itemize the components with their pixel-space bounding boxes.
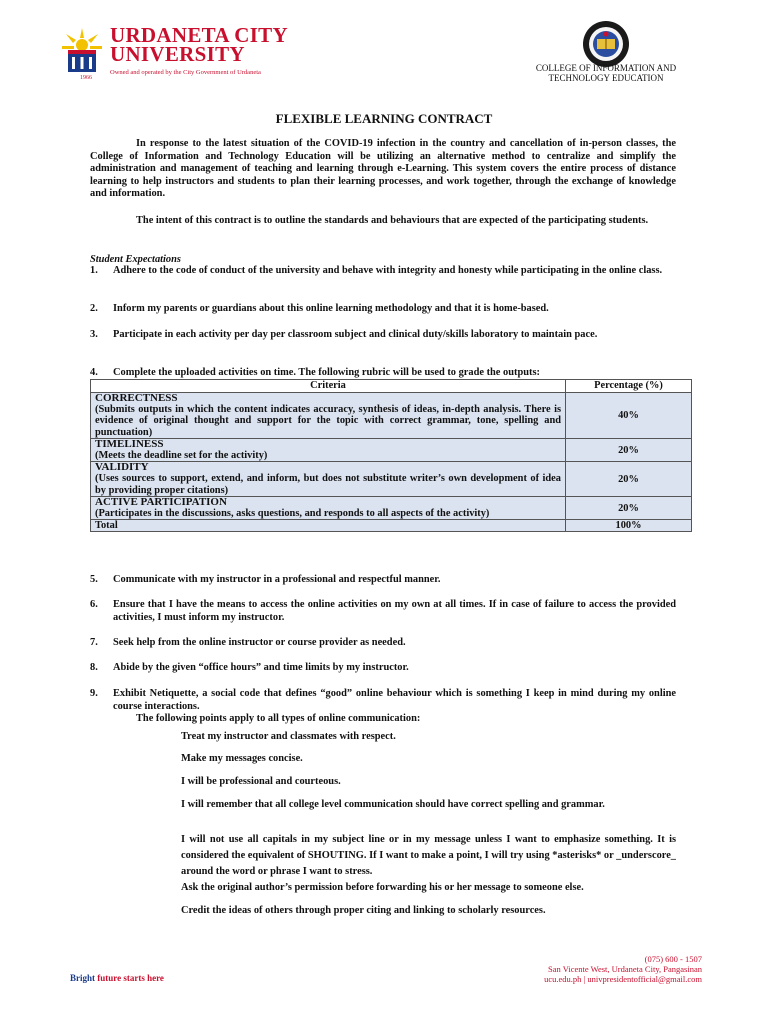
- section-heading: Student Expectations: [90, 254, 181, 265]
- footer-web: ucu.edu.ph | univpresidentofficial@gmail.com: [544, 974, 702, 984]
- intent-paragraph: The intent of this contract is to outline the standards and behaviours that are expected of the participating students.: [136, 215, 649, 226]
- list-item: [90, 303, 676, 316]
- rubric-criteria-cell: [91, 496, 566, 519]
- university-name-line2: UNIVERSITY: [110, 42, 245, 66]
- rubric-header-criteria: Criteria: [91, 380, 566, 393]
- rubric-total-row: [91, 520, 692, 532]
- rubric-total-label: Total: [91, 520, 566, 532]
- college-name: [508, 63, 704, 83]
- item-text: Participate in each activity per day per classroom subject and clinical duty/skills laboratory to maintain pace.: [113, 329, 598, 340]
- rubric-criteria-cell: [91, 393, 566, 439]
- item-number: 1.: [90, 265, 98, 276]
- bullet-text: I will remember that all college level communication should have correct spelling and grammar.: [181, 799, 605, 810]
- item-number: 5.: [90, 574, 98, 585]
- rubric-percentage-cell: 20%: [566, 462, 692, 497]
- rubric-criteria-cell: [91, 438, 566, 461]
- footer-tagline: [70, 973, 164, 983]
- item-number: 7.: [90, 637, 98, 648]
- criteria-name: CORRECTNESS: [95, 392, 178, 404]
- item-number: 4.: [90, 367, 98, 378]
- table-row: [91, 438, 692, 461]
- bullet-text: Credit the ideas of others through proper citing and linking to scholarly resources.: [181, 905, 546, 916]
- rubric-percentage-cell: 40%: [566, 393, 692, 439]
- table-row: [91, 496, 692, 519]
- university-name: [110, 23, 288, 66]
- item-text: Exhibit Netiquette, a social code that defines “good” online behaviour which is something I keep in mind during my online course interactions.: [113, 688, 676, 712]
- criteria-name: TIMELINESS: [95, 437, 164, 450]
- item-text: Adhere to the code of conduct of the university and behave with integrity and honesty while participating in the online class.: [113, 265, 663, 276]
- criteria-name: ACTIVE PARTICIPATION: [95, 495, 227, 508]
- list-item: [90, 662, 676, 675]
- rubric-total-percentage: 100%: [566, 520, 692, 532]
- university-logo: [62, 28, 102, 80]
- bullet-text: I will not use all capitals in my subject line or in my message unless I want to emphasize something. It is considered the equivalent of SHOUTING. If I want to make a point, I will try using *asterisks* or _underscore_ around the word or phrase I want to stress.: [181, 834, 676, 877]
- bullet-text: I will be professional and courteous.: [181, 776, 341, 787]
- founding-year: 1966: [80, 75, 92, 81]
- list-item: [90, 265, 676, 278]
- bullet-item: [158, 729, 676, 745]
- list-item: [90, 637, 676, 650]
- list-item: [90, 574, 676, 587]
- netiquette-lead: The following points apply to all types of online communication:: [136, 713, 421, 724]
- bullet-item: [158, 880, 676, 896]
- bullet-text: Make my messages concise.: [181, 753, 303, 764]
- criteria-description: (Participates in the discussions, asks questions, and responds to all aspects of the activity): [95, 508, 490, 520]
- bullet-item: [158, 903, 676, 919]
- item-number: 8.: [90, 662, 98, 673]
- footer-contact: [460, 954, 702, 984]
- college-name-line2: TECHNOLOGY EDUCATION: [548, 73, 664, 83]
- tagline-bright: Bright: [70, 973, 96, 983]
- item-number: 3.: [90, 329, 98, 340]
- college-seal-logo: [582, 20, 630, 68]
- item-text: Ensure that I have the means to access the online activities on my own at all times. If in case of failure to access the provided activities, I must inform my instructor.: [113, 599, 676, 623]
- list-item: [90, 599, 676, 624]
- rubric-table: [90, 379, 692, 532]
- rubric-header-row: [91, 380, 692, 393]
- list-item: [90, 329, 676, 342]
- bullet-text: Treat my instructor and classmates with respect.: [181, 731, 396, 742]
- footer-address: San Vicente West, Urdaneta City, Pangasinan: [548, 964, 702, 974]
- list-item: [90, 367, 676, 380]
- criteria-name: VALIDITY: [95, 461, 149, 474]
- bullet-text: Ask the original author’s permission before forwarding his or her message to someone else.: [181, 882, 584, 893]
- item-number: 6.: [90, 599, 98, 610]
- rubric-criteria-cell: [91, 462, 566, 497]
- table-row: [91, 462, 692, 497]
- rubric-header-percentage: Percentage (%): [566, 380, 692, 393]
- university-subtitle: Owned and operated by the City Government of Urdaneta: [110, 69, 261, 76]
- criteria-description: (Submits outputs in which the content indicates accuracy, synthesis of ideas, in-depth analysis. There is evidence of original thought and support for the topic with correct grammar, tone, spelling and punctuation): [95, 404, 561, 438]
- document-title: FLEXIBLE LEARNING CONTRACT: [275, 111, 493, 126]
- list-item: [90, 688, 676, 713]
- item-text: Complete the uploaded activities on time. The following rubric will be used to grade the outputs:: [113, 367, 540, 378]
- college-name-line1: COLLEGE OF INFORMATION AND: [535, 63, 677, 73]
- bullet-item: [158, 774, 676, 790]
- item-number: 2.: [90, 303, 98, 314]
- item-text: Inform my parents or guardians about this online learning methodology and that it is home-based.: [113, 303, 549, 314]
- rubric-percentage-cell: 20%: [566, 438, 692, 461]
- tagline-rest: future starts here: [95, 973, 164, 983]
- table-row: [91, 393, 692, 439]
- intro-paragraph: In response to the latest situation of the COVID-19 infection in the country and cancellation of in-person classes, the College of Information and Technology Education will be utilizing an alternative method to centralize and simplify the administration and management of teaching and learning through e-Learning. This system covers the entire process of distance learning to help instructors and students to plan their learning processes, and work together, through the exchange of knowledge and information.: [90, 138, 676, 199]
- rubric-percentage-cell: 20%: [566, 496, 692, 519]
- item-number: 9.: [90, 688, 98, 699]
- bullet-item: [158, 797, 676, 813]
- university-name-line1: URDANETA CITY: [110, 23, 288, 47]
- item-text: Abide by the given “office hours” and time limits by my instructor.: [113, 662, 409, 673]
- bullet-item: [158, 751, 676, 767]
- bullet-item: [158, 832, 676, 880]
- footer-phone: (075) 600 - 1507: [644, 954, 702, 964]
- criteria-description: (Meets the deadline set for the activity): [95, 450, 268, 462]
- criteria-description: (Uses sources to support, extend, and inform, but does not substitute writer’s own development of idea by providing proper citations): [95, 473, 561, 496]
- item-text: Communicate with my instructor in a professional and respectful manner.: [113, 574, 441, 585]
- item-text: Seek help from the online instructor or course provider as needed.: [113, 637, 406, 648]
